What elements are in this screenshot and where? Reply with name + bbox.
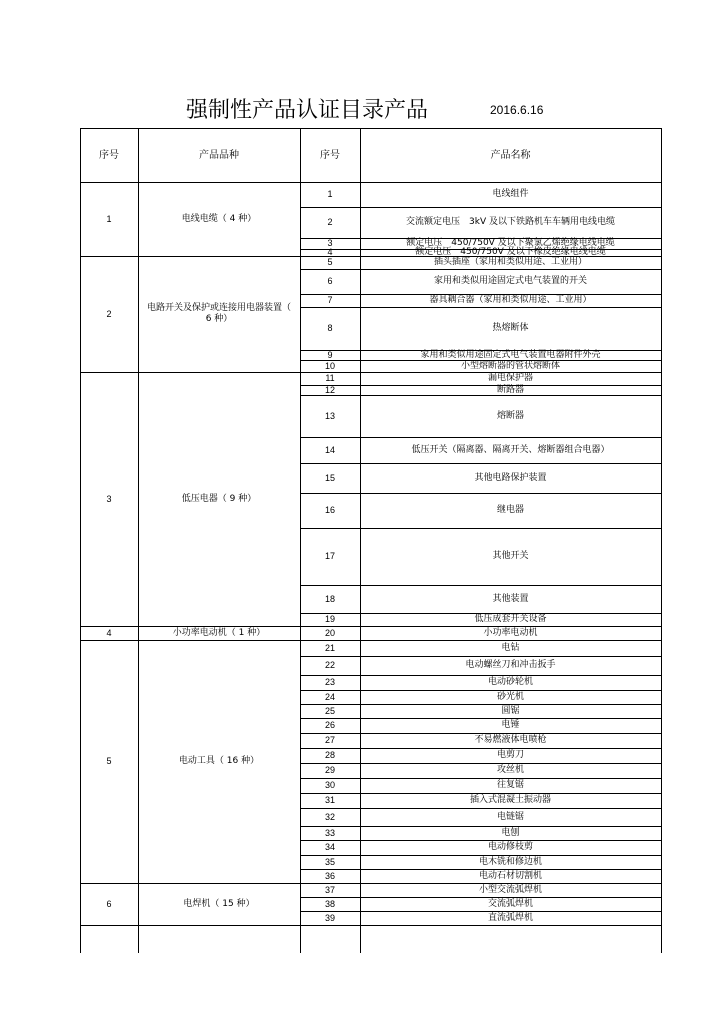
product-number: 2 — [327, 217, 333, 227]
product-number: 10 — [324, 360, 335, 371]
product-name: 小型熔断器的管状熔断体 — [460, 360, 560, 371]
table-vertical-border — [138, 128, 139, 953]
category-name: 电动工具（ 16 种） — [178, 756, 260, 766]
category-number: 4 — [106, 627, 112, 638]
header-category-name: 产品品种 — [199, 149, 239, 161]
product-name: 电锤 — [501, 720, 520, 730]
product-number: 11 — [325, 373, 335, 383]
product-name: 直流弧焊机 — [487, 912, 533, 923]
product-name: 继电器 — [496, 505, 524, 515]
table-vertical-border — [661, 128, 662, 953]
category-number: 1 — [106, 213, 112, 224]
product-number: 25 — [324, 705, 335, 716]
product-number: 9 — [327, 349, 333, 360]
product-number: 21 — [324, 642, 335, 653]
product-name: 砂光机 — [496, 691, 524, 702]
product-number: 4 — [327, 247, 333, 257]
product-name: 电刨 — [501, 827, 520, 838]
header-category-no: 序号 — [99, 149, 119, 161]
product-number: 1 — [327, 189, 333, 199]
product-name: 低压开关（隔离器、隔离开关、熔断器组合电器） — [411, 444, 610, 455]
product-name: 家用和类似用途固定式电气装置的开关 — [433, 276, 587, 286]
product-number: 32 — [324, 811, 335, 822]
product-number: 33 — [324, 827, 335, 838]
product-number: 30 — [324, 780, 335, 790]
product-number: 18 — [324, 593, 335, 604]
product-name: 小型交流弧焊机 — [478, 884, 542, 895]
category-number: 6 — [106, 898, 112, 909]
product-name: 电线组件 — [492, 189, 529, 199]
product-name: 电动石材切割机 — [478, 870, 542, 881]
product-number: 26 — [324, 720, 335, 730]
product-number: 14 — [324, 444, 335, 455]
product-name: 交流弧焊机 — [487, 898, 533, 909]
product-number: 23 — [324, 677, 335, 687]
category-name: 小功率电动机（ 1 种） — [172, 627, 266, 638]
product-number: 12 — [324, 384, 335, 395]
product-number: 17 — [324, 551, 335, 561]
product-number: 3 — [327, 238, 333, 248]
product-name: 电剪刀 — [496, 750, 524, 760]
product-name: 漏电保护器 — [487, 373, 533, 383]
product-name: 低压成套开关设备 — [474, 614, 547, 624]
category-number: 2 — [106, 308, 112, 319]
product-number: 38 — [324, 898, 335, 909]
product-name: 插入式混凝土振动器 — [469, 795, 551, 805]
product-number: 19 — [324, 614, 335, 624]
product-name: 热熔断体 — [492, 323, 529, 333]
product-name: 攻丝机 — [496, 765, 524, 775]
category-name: 电路开关及保护或连接用电器装置（ 6 种） — [146, 303, 291, 324]
category-name: 电焊机（ 15 种） — [183, 898, 255, 909]
product-number: 20 — [324, 627, 335, 638]
product-number: 5 — [327, 257, 333, 267]
header-product-name: 产品名称 — [490, 149, 531, 161]
product-name: 熔断器 — [496, 410, 524, 421]
product-name: 其他装置 — [492, 593, 529, 604]
product-name: 交流额定电压 3kV 及以下铁路机车车辆用电线电缆 — [406, 217, 615, 227]
product-name: 电动修枝剪 — [487, 842, 533, 852]
product-number: 22 — [324, 660, 335, 670]
product-number: 13 — [324, 410, 335, 421]
product-number: 35 — [324, 856, 335, 867]
product-name: 其他电路保护装置 — [474, 472, 547, 483]
product-number: 6 — [327, 276, 333, 286]
product-name: 不易燃液体电喷枪 — [474, 735, 547, 745]
product-number: 37 — [324, 884, 335, 895]
product-number: 27 — [324, 735, 335, 745]
product-name: 家用和类似用途固定式电气装置电器附件外壳 — [420, 349, 601, 360]
product-name: 插头插座（家用和类似用途、工业用） — [433, 257, 587, 267]
product-name: 器具耦合器（家用和类似用途、工业用） — [429, 295, 592, 305]
product-number: 8 — [327, 323, 333, 333]
product-number: 28 — [324, 750, 335, 760]
product-name: 电钻 — [501, 642, 520, 653]
product-number: 39 — [324, 912, 335, 923]
product-name: 额定电压 450/750V 及以下聚氯乙烯绝缘电线电缆 — [406, 238, 615, 248]
product-number: 36 — [324, 870, 335, 881]
product-number: 15 — [324, 472, 335, 483]
category-row-border — [80, 925, 301, 926]
category-number: 3 — [106, 493, 112, 504]
product-name: 电链锯 — [496, 811, 524, 822]
product-name: 电木铣和修边机 — [478, 856, 542, 867]
product-name: 小功率电动机 — [483, 627, 538, 638]
product-number: 31 — [324, 795, 335, 805]
product-name: 电动螺丝刀和冲击扳手 — [465, 660, 556, 670]
page-title: 强制性产品认证目录产品 — [186, 98, 429, 123]
product-number: 29 — [324, 765, 335, 775]
category-name: 低压电器（ 9 种） — [181, 493, 257, 504]
product-number: 24 — [324, 691, 335, 702]
document-date: 2016.6.16 — [490, 103, 544, 117]
category-number: 5 — [106, 756, 112, 766]
header-product-no: 序号 — [320, 149, 340, 161]
product-name: 其他开关 — [492, 551, 529, 561]
product-name: 电动砂轮机 — [487, 677, 533, 687]
product-name: 断路器 — [496, 384, 524, 395]
product-row-border — [300, 925, 662, 926]
product-number: 34 — [324, 842, 335, 852]
category-name: 电线电缆（ 4 种） — [181, 213, 257, 224]
product-name: 额定电压 450/750V 及以下橡皮绝缘电线电缆 — [415, 247, 606, 257]
product-number: 7 — [327, 295, 333, 305]
product-name: 圆锯 — [501, 705, 520, 716]
product-number: 16 — [324, 505, 335, 515]
product-name: 往复锯 — [496, 780, 524, 790]
